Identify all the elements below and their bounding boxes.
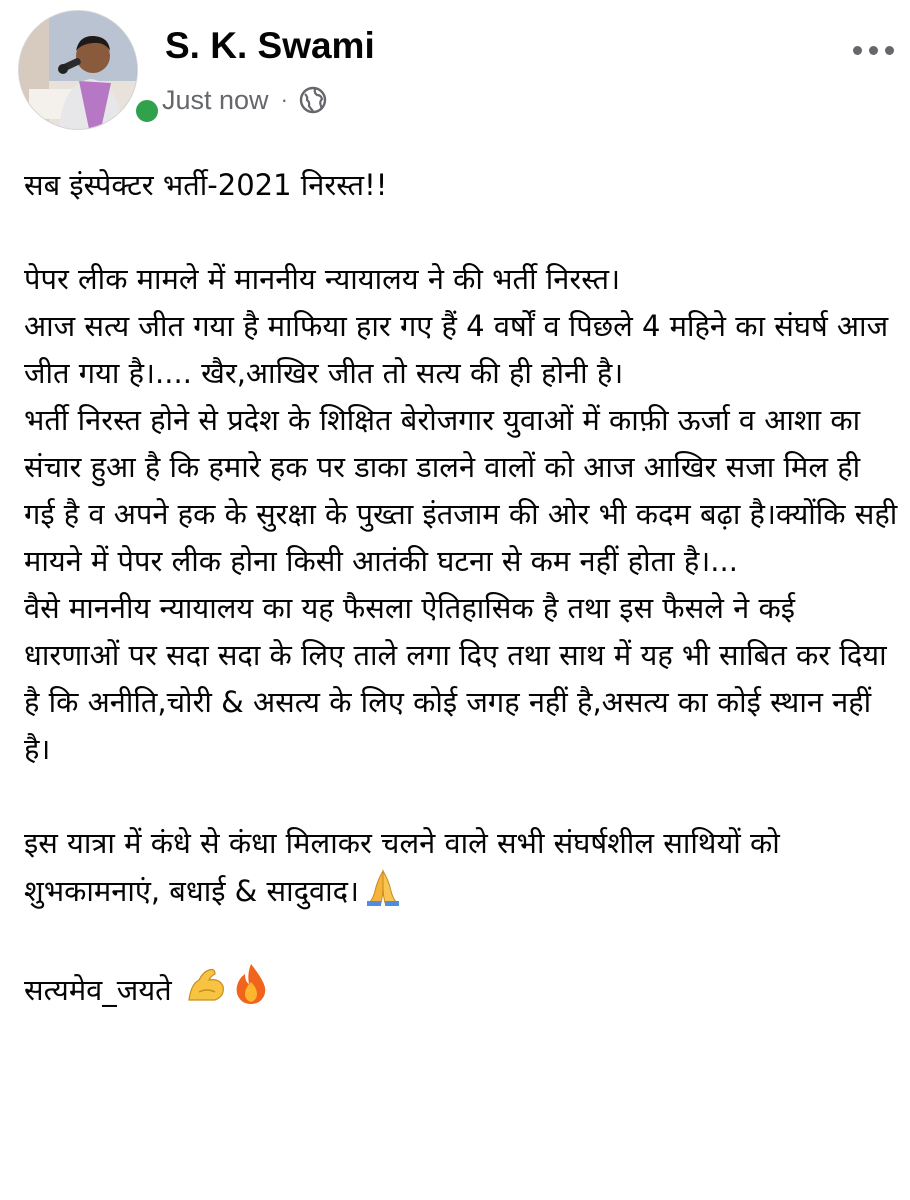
post-meta <box>162 82 328 118</box>
profile-photo-icon <box>19 11 137 129</box>
fire-emoji-icon <box>233 962 269 1006</box>
more-options-button[interactable] <box>843 30 903 70</box>
post-closing-text: इस यात्रा में कंधे से कंधा मिलाकर चलने वाले सभी संघर्षशील साथियों को शुभकामनाएं, बधाई & सादुवाद। <box>24 826 780 908</box>
post-body <box>24 162 899 1014</box>
meta-separator: · <box>280 87 288 112</box>
online-status-indicator <box>132 96 162 126</box>
post-closing <box>24 820 899 915</box>
avatar-container[interactable] <box>18 10 138 130</box>
folded-hands-emoji-icon <box>363 867 403 907</box>
post-timestamp[interactable]: Just now <box>162 84 269 115</box>
author-name[interactable]: S. K. Swami <box>165 25 375 66</box>
avatar[interactable] <box>18 10 138 130</box>
post-hashtag[interactable]: सत्यमेव_जयते <box>24 973 172 1007</box>
more-dot-icon <box>885 46 894 55</box>
post-title: सब इंस्पेक्टर भर्ती-2021 निरस्त!! <box>24 168 388 202</box>
paragraph-gap <box>24 915 899 962</box>
paragraph-gap <box>24 773 899 820</box>
more-dot-icon <box>869 46 878 55</box>
paragraph-gap <box>24 209 899 256</box>
post-hashtag-line <box>24 962 899 1014</box>
globe-icon[interactable] <box>298 85 328 115</box>
flexed-biceps-emoji-icon <box>185 962 229 1006</box>
post-paragraph: पेपर लीक मामले में माननीय न्यायालय ने की भर्ती निरस्त। आज सत्य जीत गया है माफिया हार गए हैं 4 वर्षों व पिछले 4 महिने का संघर्ष आज जीत गया है।.... खैर,आखिर जीत तो सत्य की ही होनी है। भर्ती निरस्त होने से प्रदेश के शिक्षित बेरोजगार युवाओं में काफ़ी ऊर्जा व आशा का संचार हुआ है कि हमारे हक पर डाका डालने वालों को आज आखिर सजा मिल ही गई है व अपने हक के सुरक्षा के पुख्ता इंतजाम की ओर भी कदम बढ़ा है।क्योंकि सही मायने में पेपर लीक होना किसी आतंकी घटना से कम नहीं होता है।... वैसे माननीय न्यायालय का यह फैसला ऐतिहासिक है तथा इस फैसले ने कई धारणाओं पर सदा सदा के लिए ताले लगा दिए तथा साथ में यह भी साबित कर दिया है कि अनीति,चोरी & असत्य के लिए कोई जगह नहीं है,असत्य का कोई स्थान नहीं है। <box>24 262 898 766</box>
more-dot-icon <box>853 46 862 55</box>
post-header <box>0 0 910 140</box>
